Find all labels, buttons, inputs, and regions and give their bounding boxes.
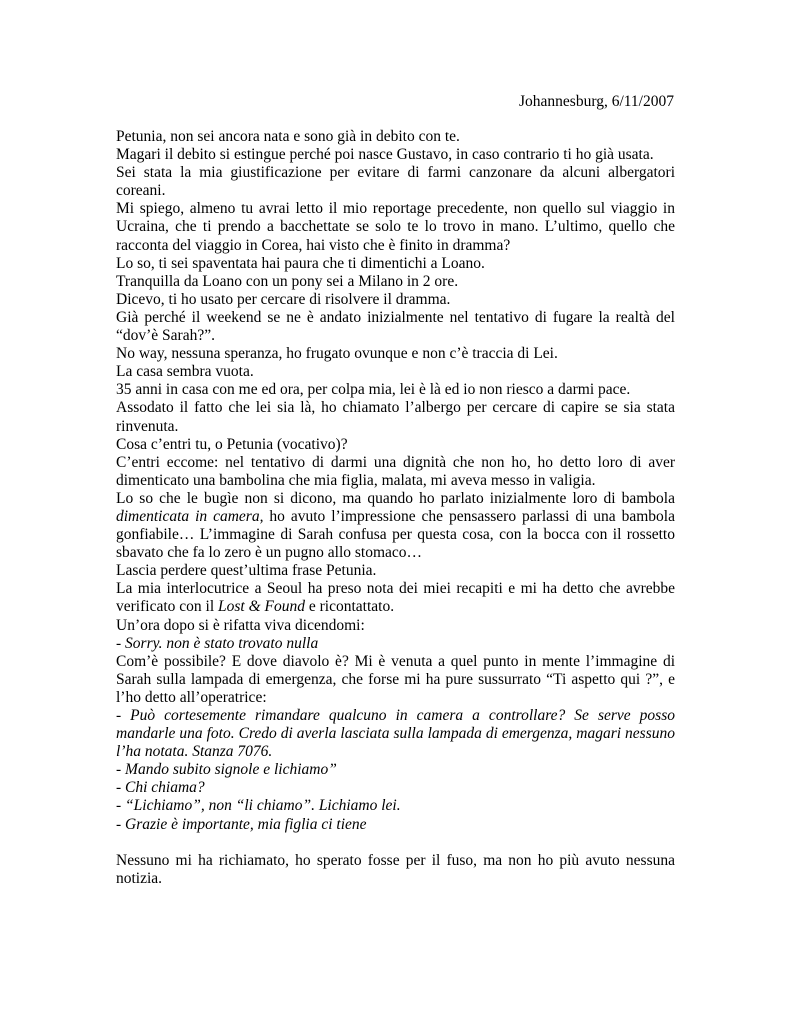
paragraph: Dicevo, ti ho usato per cercare di risolvere il dramma. (116, 290, 451, 308)
paragraph: Tranquilla da Loano con un pony sei a Milano in 2 ore. (116, 272, 459, 290)
paragraph: La casa sembra vuota. (116, 363, 254, 381)
paragraph: Lascia perdere quest’ultima frase Petunia. (116, 562, 377, 580)
dialogue-line: - Chi chiama? (116, 779, 205, 797)
paragraph-text: Lo so che le bugìe non si dicono, ma quando ho parlato inizialmente loro di bambola (116, 489, 675, 507)
paragraph: Petunia, non sei ancora nata e sono già in debito con te. (116, 128, 460, 145)
paragraph: Già perché il weekend se ne è andato inizialmente nel tentativo di fugare la realtà del “dov’è Sarah?”. (116, 308, 675, 345)
dateline: Johannesburg, 6/11/2007 (519, 93, 674, 110)
italic-phrase: Lost & Found (218, 598, 305, 616)
paragraph-text: e ricontattato. (304, 598, 395, 616)
paragraph-text: La mia interlocutrice a Seoul ha preso nota dei miei recapiti e mi ha detto che avrebbe verificato con il (116, 580, 675, 616)
paragraph: Com’è possibile? E dove diavolo è? Mi è venuta a quel punto in mente l’immagine di Sarah sulla lampada di emergenza, che forse mi ha pure sussurrato “Ti aspetto qui ?”, e l’ho detto all’operatrice: (116, 652, 675, 706)
paragraph: Mi spiego, almeno tu avrai letto il mio reportage precedente, non quello sul viaggio in Ucraina, che ti prendo a bacchettate se solo te lo trovo in mano. L’ultimo, quello che racconta del viaggio in Corea, hai visto che è finito in dramma? (116, 200, 675, 254)
paragraph: Sei stata la mia giustificazione per evitare di farmi canzonare da alcuni albergatori coreani. (116, 164, 675, 200)
paragraph-text: ho avuto l’impressione che pensassero parlassi di una bambola gonfiabile… L’immagine di Sarah confusa per questa cosa, con la bocca con il rossetto sbavato che fa lo zero è un pugno allo stomaco… (116, 507, 675, 562)
paragraph: Nessuno mi ha richiamato, ho sperato fosse per il fuso, ma non ho più avuto nessuna notizia. (116, 851, 675, 887)
paragraph: 35 anni in casa con me ed ora, per colpa mia, lei è là ed io non riesco a darmi pace. (116, 381, 631, 399)
dialogue-line: - Sorry. non è stato trovato nulla (116, 634, 319, 652)
dialogue-line: - Può cortesemente rimandare qualcuno in camera a controllare? Se serve posso mandarle una foto. Credo di averla lasciata sulla lampada di emergenza, magari nessuno l’ha notata. Stanza 7076. (116, 707, 675, 761)
paragraph: Lo so, ti sei spaventata hai paura che ti dimentichi a Loano. (116, 254, 485, 272)
paragraph: No way, nessuna speranza, ho frugato ovunque e non c’è traccia di Lei. (116, 345, 558, 363)
paragraph: Magari il debito si estingue perché poi nasce Gustavo, in caso contrario ti ho già usata. (116, 146, 654, 164)
letter-body (116, 128, 675, 888)
dialogue-line: - “Lichiamo”, non “li chiamo”. Lichiamo lei. (116, 797, 401, 815)
italic-phrase: dimenticata in camera, (116, 507, 264, 525)
dialogue-line: - Mando subito signole e lichiamo” (116, 761, 337, 779)
paragraph (116, 580, 675, 616)
paragraph (116, 490, 675, 562)
paragraph: Assodato il fatto che lei sia là, ho chiamato l’albergo per cercare di capire se sia stata rinvenuta. (116, 399, 675, 435)
paragraph: Un’ora dopo si è rifatta viva dicendomi: (116, 616, 365, 634)
paragraph: Cosa c’entri tu, o Petunia (vocativo)? (116, 435, 348, 453)
paragraph: C’entri eccome: nel tentativo di darmi una dignità che non ho, ho detto loro di aver dimenticato una bambolina che mia figlia, malata, mi aveva messo in valigia. (116, 453, 675, 489)
dialogue-line: - Grazie è importante, mia figlia ci tiene (116, 815, 367, 833)
